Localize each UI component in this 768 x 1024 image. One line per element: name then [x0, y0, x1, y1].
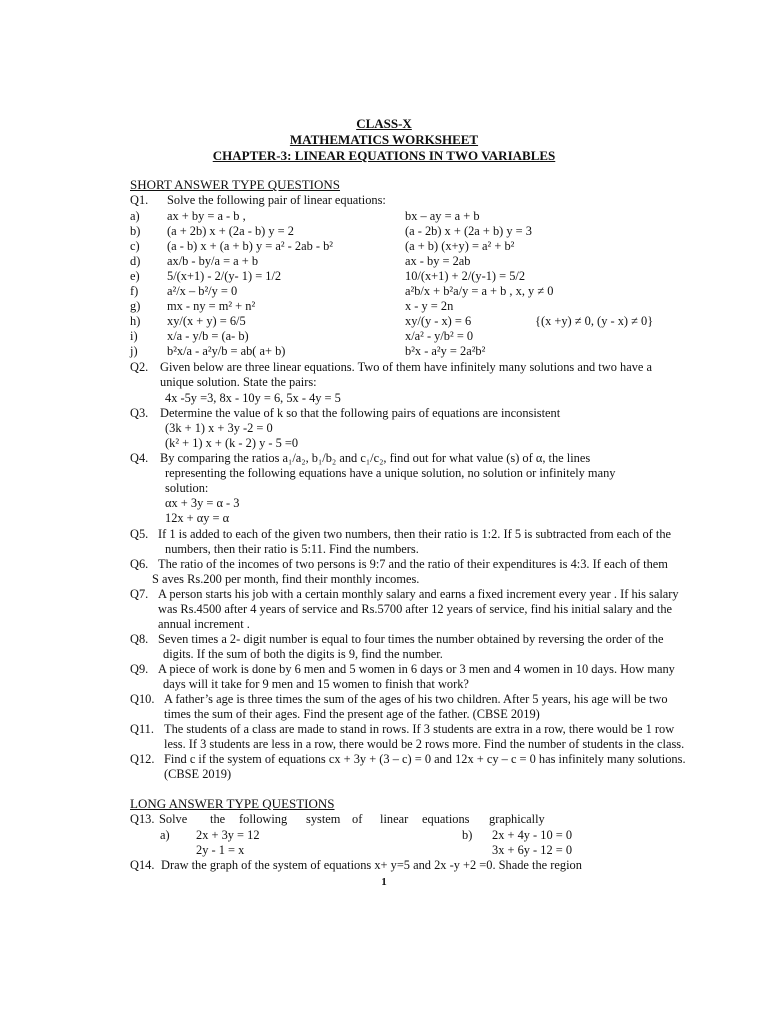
q1-part-label: h): [130, 314, 141, 328]
q1-part-condition: {(x +y) ≠ 0, (y - x) ≠ 0}: [535, 314, 654, 328]
q13-word: following: [239, 812, 288, 826]
q13-a-equation: 2x + 3y = 12: [196, 828, 260, 842]
class-heading: CLASS-X: [356, 116, 412, 131]
q4-text-line: By comparing the ratios a₁/a₂, b₁/b₂ and c₁/c₂, find out for what value (s) of α, the lines: [160, 451, 591, 465]
q13-a-equation: 2y - 1 = x: [196, 843, 245, 857]
worksheet-title: MATHEMATICS WORKSHEET: [289, 132, 479, 147]
q13-word: Solve: [159, 812, 188, 826]
short-answer-heading: SHORT ANSWER TYPE QUESTIONS: [130, 177, 341, 192]
q1-part-right-eq: ax - by = 2ab: [405, 254, 471, 268]
q11-text-line: less. If 3 students are less in a row, there would be 2 rows more. Find the number of students in the class.: [164, 737, 685, 751]
q5-text-line: If 1 is added to each of the given two numbers, then their ratio is 1:2. If 5 is subtracted from each of the: [158, 527, 672, 541]
q4-equation: 12x + αy = α: [165, 511, 230, 525]
chapter-title: CHAPTER-3: LINEAR EQUATIONS IN TWO VARIABLES: [212, 148, 556, 163]
q1-part-label: b): [130, 224, 141, 238]
q2-text-line: unique solution. State the pairs:: [160, 375, 317, 389]
q1-part-label: c): [130, 239, 140, 253]
q1-text: Solve the following pair of linear equations:: [167, 193, 386, 207]
q14-number: Q14.: [130, 858, 155, 872]
q3-number: Q3.: [130, 406, 149, 420]
q8-text-line: Seven times a 2- digit number is equal to four times the number obtained by reversing the order of the: [158, 632, 664, 646]
q1-part-label: f): [130, 284, 139, 298]
q13-word: graphically: [489, 812, 545, 826]
q1-part-label: g): [130, 299, 141, 313]
q1-part-right-eq: x/a² - y/b² = 0: [405, 329, 474, 343]
q13-part-a-label: a): [160, 828, 170, 842]
q5-text-line: numbers, then their ratio is 5:11. Find the numbers.: [165, 542, 419, 556]
q8-text-line: digits. If the sum of both the digits is 9, find the number.: [163, 647, 443, 661]
q9-text-line: days will it take for 9 men and 15 women to finish that work?: [163, 677, 469, 691]
q7-number: Q7.: [130, 587, 149, 601]
q3-equation: (k² + 1) x + (k - 2) y - 5 =0: [165, 436, 299, 450]
q14-text: Draw the graph of the system of equations x+ y=5 and 2x -y +2 =0. Shade the region: [161, 858, 582, 872]
q1-part-left-eq: ax/b - by/a = a + b: [167, 254, 259, 268]
q1-part-left-eq: a²/x – b²/y = 0: [167, 284, 238, 298]
q1-part-left-eq: 5/(x+1) - 2/(y- 1) = 1/2: [167, 269, 282, 283]
q12-text-line: (CBSE 2019): [164, 767, 232, 781]
q1-part-label: i): [130, 329, 138, 343]
q2-number: Q2.: [130, 360, 149, 374]
q6-number: Q6.: [130, 557, 149, 571]
q5-number: Q5.: [130, 527, 149, 541]
q11-number: Q11.: [130, 722, 154, 736]
q13-part-b-label: b): [462, 828, 473, 842]
q1-part-label: e): [130, 269, 140, 283]
q1-part-right-eq: bx – ay = a + b: [405, 209, 480, 223]
q13-word: of: [352, 812, 363, 826]
q1-part-left-eq: xy/(x + y) = 6/5: [167, 314, 246, 328]
q9-text-line: A piece of work is done by 6 men and 5 women in 6 days or 3 men and 4 women in 10 days. How many: [158, 662, 675, 676]
q1-part-right-eq: b²x - a²y = 2a²b²: [405, 344, 486, 358]
q1-part-right-eq: x - y = 2n: [405, 299, 454, 313]
q6-text-line: S aves Rs.200 per month, find their monthly incomes.: [152, 572, 420, 586]
q3-equation: (3k + 1) x + 3y -2 = 0: [165, 421, 273, 435]
q7-text-line: was Rs.4500 after 4 years of service and Rs.5700 after 12 years of service, find his initial salary and the: [158, 602, 673, 616]
q7-text-line: A person starts his job with a certain monthly salary and earns a fixed increment every year . If his salary: [158, 587, 679, 601]
page-number: 1: [381, 876, 387, 888]
q13-word: the: [210, 812, 226, 826]
q1-part-label: d): [130, 254, 141, 268]
q6-text-line: The ratio of the incomes of two persons is 9:7 and the ratio of their expenditures is 4:3. If each of them: [158, 557, 668, 571]
q1-number: Q1.: [130, 193, 149, 207]
q10-text-line: times the sum of their ages. Find the present age of the father. (CBSE 2019): [164, 707, 540, 721]
q4-equation: αx + 3y = α - 3: [165, 496, 240, 510]
q2-text-line: Given below are three linear equations. Two of them have infinitely many solutions and two have a: [160, 360, 652, 374]
q10-text-line: A father’s age is three times the sum of the ages of his two children. After 5 years, his age will be two: [164, 692, 668, 706]
q1-part-left-eq: b²x/a - a²y/b = ab( a+ b): [167, 344, 286, 358]
q1-part-right-eq: 10/(x+1) + 2/(y-1) = 5/2: [405, 269, 526, 283]
long-answer-heading: LONG ANSWER TYPE QUESTIONS: [130, 796, 335, 811]
q4-number: Q4.: [130, 451, 149, 465]
q4-text-line: representing the following equations have a unique solution, no solution or infinitely many: [165, 466, 616, 480]
q13-word: linear: [380, 812, 409, 826]
q12-text-line: Find c if the system of equations cx + 3y + (3 – c) = 0 and 12x + cy – c = 0 has infinitely many solutions.: [164, 752, 686, 766]
q2-equations: 4x -5y =3, 8x - 10y = 6, 5x - 4y = 5: [165, 391, 341, 405]
q1-part-right-eq: xy/(y - x) = 6: [405, 314, 472, 328]
q1-part-label: j): [130, 344, 138, 358]
q13-word: system: [306, 812, 341, 826]
q1-part-right-eq: (a + b) (x+y) = a² + b²: [405, 239, 515, 253]
q3-text-line: Determine the value of k so that the following pairs of equations are inconsistent: [160, 406, 561, 420]
q1-part-right-eq: (a - 2b) x + (2a + b) y = 3: [405, 224, 532, 238]
q13-b-equation: 3x + 6y - 12 = 0: [492, 843, 573, 857]
q7-text-line: annual increment .: [158, 617, 250, 631]
q1-part-left-eq: (a + 2b) x + (2a - b) y = 2: [167, 224, 294, 238]
q8-number: Q8.: [130, 632, 149, 646]
q1-part-left-eq: (a - b) x + (a + b) y = a² - 2ab - b²: [167, 239, 334, 253]
q1-part-left-eq: x/a - y/b = (a- b): [167, 329, 249, 343]
q10-number: Q10.: [130, 692, 155, 706]
q13-word: equations: [422, 812, 470, 826]
q12-number: Q12.: [130, 752, 155, 766]
q13-number: Q13.: [130, 812, 155, 826]
q1-part-right-eq: a²b/x + b²a/y = a + b , x, y ≠ 0: [405, 284, 554, 298]
q9-number: Q9.: [130, 662, 149, 676]
q11-text-line: The students of a class are made to stand in rows. If 3 students are extra in a row, there would be 1 row: [164, 722, 675, 736]
q13-b-equation: 2x + 4y - 10 = 0: [492, 828, 573, 842]
q4-text-line: solution:: [165, 481, 209, 495]
q1-part-left-eq: ax + by = a - b ,: [167, 209, 246, 223]
q1-part-label: a): [130, 209, 140, 223]
q1-part-left-eq: mx - ny = m² + n²: [167, 299, 256, 313]
